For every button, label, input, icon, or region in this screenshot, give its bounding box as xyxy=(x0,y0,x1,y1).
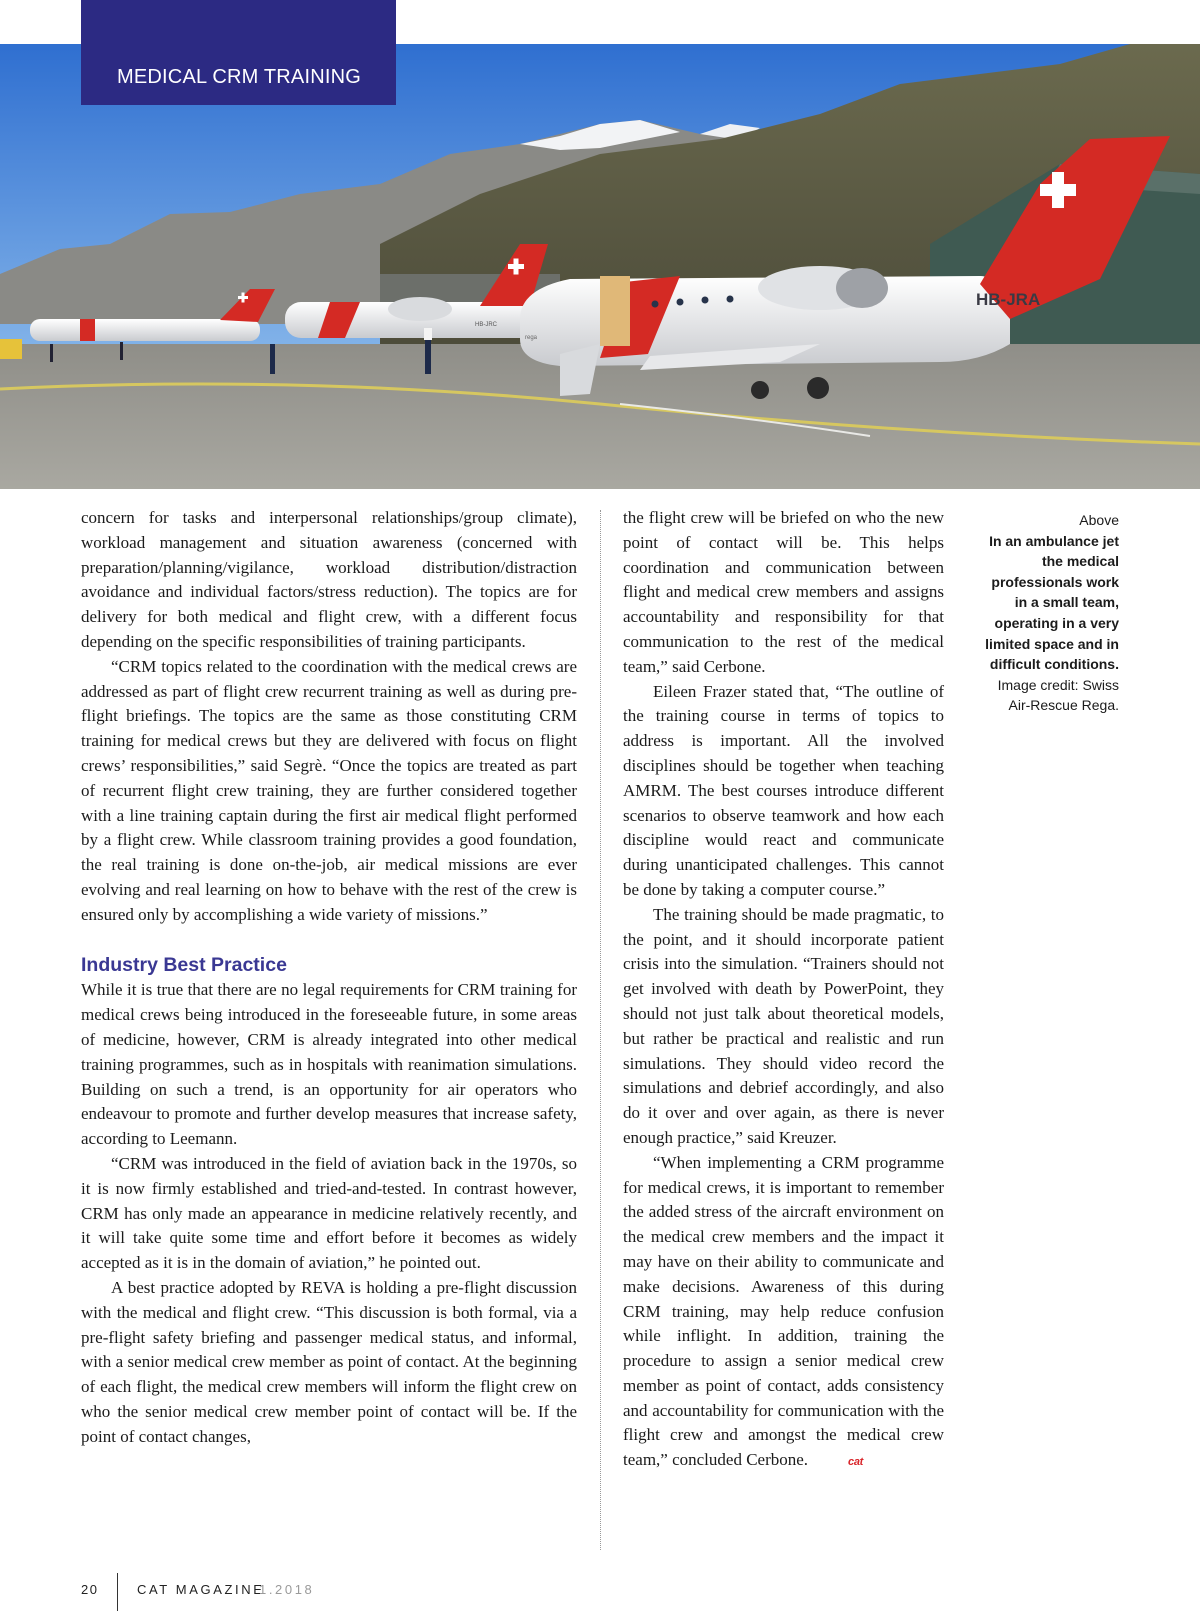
issue-number: 1.2018 xyxy=(259,1582,315,1597)
end-mark-logo: cat xyxy=(848,1456,864,1469)
page-number: 20 xyxy=(81,1582,99,1597)
paragraph-text: “When implementing a CRM programme for medical crews, it is important to remember the added stress of the aircraft environment on the medical crew members and the impact it may have on their ability to communicate and make decisions. Awareness of this during CRM training, may help reduce confusion while inflight. In addition, training the procedure to assign a senior medical crew member as point of contact, adds consistency and accountability for communication with the flight crew and amongst the medical crew team,” concluded Cerbone. xyxy=(623,1152,944,1470)
paragraph: While it is true that there are no legal requirements for CRM training for medical crews being introduced in the foreseeable future, in some areas of medicine, however, CRM is already integrated into other medical training programmes, such as in hospitals with reanimation simulations. Building on such a trend, is an opportunity for air operators who endeavour to promote and further develop measures that increase safety, according to Leemann. xyxy=(81,980,577,1149)
section-heading: Industry Best Practice xyxy=(81,953,287,976)
page-footer xyxy=(81,1573,481,1611)
paragraph: “CRM topics related to the coordination with the medical crews are addressed as part of flight crew recurrent training as well as during pre-flight briefings. The topics are the same as those constituting CRM training for medical crews but they are delivered with focus on flight crews’ responsibilities,” said Segrè. “Once the topics are treated as part of recurrent flight crew training, they are further considered together with a line training captain during the first air medical flight performed by a flight crew. While classroom training provides a good foundation, the real training is done on-the-job, air medical missions are ever evolving and real learning on how to behave with the rest of the crew is ensured only by accomplishing a wide variety of missions.” xyxy=(81,656,577,924)
article-column-middle xyxy=(623,506,944,1475)
paragraph: A best practice adopted by REVA is holding a pre-flight discussion with the medical and flight crew. “This discussion is both formal, via a pre-flight safety briefing and passenger medical status, and informal, with a senior medical crew member as point of contact. At the beginning of each flight, the medical crew members will inform the flight crew on who the senior medical crew member point of contact will be. If the point of contact changes, xyxy=(81,1277,577,1446)
article-column-left xyxy=(81,506,577,1449)
fuselage-logo: rega xyxy=(525,335,538,341)
paragraph: Eileen Frazer stated that, “The outline of the training course in terms of topics to address is important. All the involved disciplines should be together when teaching AMRM. The best courses introduce different scenarios to observe teamwork and how each discipline would react and communicate during unanticipated challenges. This cannot be done by taking a computer course.” xyxy=(623,681,944,899)
paragraph xyxy=(623,1151,944,1475)
paragraph: concern for tasks and interpersonal relationships/group climate), workload management and situation awareness (concerned with preparation/planning/vigilance, workload distribution/distraction avoidance and individual factors/stress reduction). The topics are for delivery for both medical and flight crew, with a different focus depending on the specific responsibilities of training participants. xyxy=(81,508,577,651)
paragraph: “CRM was introduced in the field of aviation back in the 1970s, so it is now firmly established and tried-and-tested. In contrast however, CRM has only made an appearance in medicine relatively recently, and it will take quite some time and effort before it becomes as widely accepted as it is in the domain of aviation,” he pointed out. xyxy=(81,1153,577,1273)
section-tab xyxy=(81,0,396,105)
photo-caption xyxy=(978,510,1119,716)
magazine-name: CAT MAGAZINE xyxy=(137,1582,265,1597)
paragraph: the flight crew will be briefed on who the new point of contact will be. This helps coordination and communication between flight and medical crew members and assigns accountability and responsibility for that communication to the rest of the medical team,” said Cerbone. xyxy=(623,508,944,676)
registration-secondary: HB-JRC xyxy=(475,322,497,328)
hero-photo xyxy=(0,44,1200,489)
air-ambulance-jets-illustration xyxy=(0,44,1200,489)
caption-credit: Image credit: Swiss Air-Rescue Rega. xyxy=(997,676,1119,714)
footer-divider xyxy=(117,1573,118,1611)
section-label: MEDICAL CRM TRAINING xyxy=(117,66,362,88)
caption-label: Above xyxy=(1079,512,1119,528)
column-divider xyxy=(600,510,601,1550)
registration-main: HB-JRA xyxy=(976,290,1041,309)
paragraph: The training should be made pragmatic, to the point, and it should incorporate patient crisis into the simulation. “Trainers should not get involved with death by PowerPoint, they should not just talk about theoretical models, but rather be practical and realistic and run simulations. They should video record the simulations and debrief accordingly, and also do it over and over again, as there is never enough practice,” said Kreuzer. xyxy=(623,904,944,1147)
caption-text: In an ambulance jet the medical professionals work in a small team, operating in a very limited space and in difficult conditions. xyxy=(985,532,1119,673)
